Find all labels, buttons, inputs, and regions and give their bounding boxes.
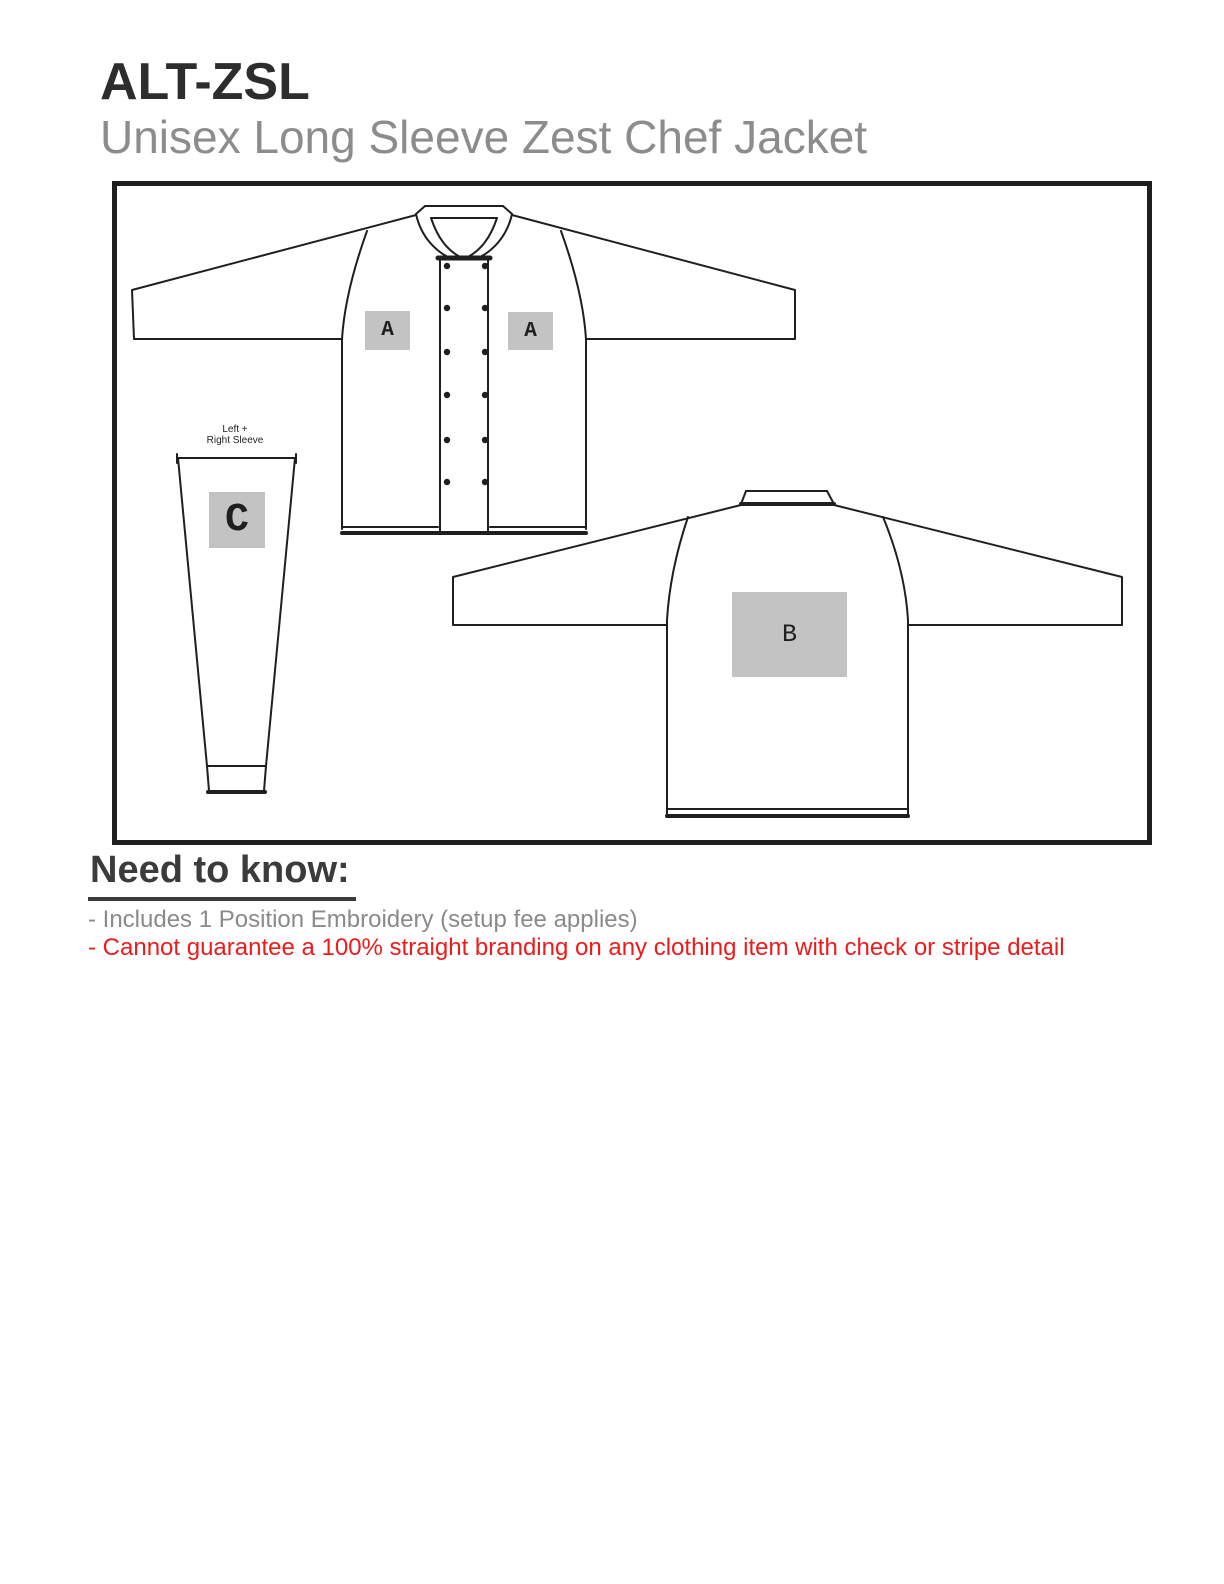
placement-letter: B (781, 620, 797, 649)
front-collar-right-corner (503, 206, 512, 214)
product-name: Unisex Long Sleeve Zest Chef Jacket (100, 111, 868, 163)
back-right-armhole-seam (883, 517, 908, 620)
sleeve-left-edge (178, 458, 207, 766)
front-right-sleeve (512, 215, 795, 339)
need-to-know-notes (88, 906, 1168, 962)
placement-sleeve (209, 492, 265, 548)
placement-front-right-chest (508, 312, 553, 350)
front-collar-right-band-outer (476, 214, 512, 259)
product-code: ALT-ZSL (100, 53, 310, 111)
front-collar-right-band-inner (466, 218, 497, 258)
front-buttons (444, 263, 488, 485)
placement-back-center (732, 592, 847, 677)
placement-letter: C (224, 497, 249, 543)
front-collar-left-band-outer (416, 214, 452, 259)
placement-letter: A (381, 319, 394, 342)
front-left-armhole-seam (342, 231, 367, 339)
front-collar-left-band-inner (431, 218, 462, 258)
back-right-sleeve (834, 505, 1122, 625)
garment-diagram-box (112, 181, 1152, 845)
placement-letter: A (524, 319, 537, 343)
note-embroidery: - Includes 1 Position Embroidery (setup fee applies) (88, 906, 638, 933)
sleeve-cuff-right (264, 766, 266, 791)
note-branding-warning: - Cannot guarantee a 100% straight branding on any clothing item with check or stripe detail (88, 934, 1065, 961)
front-right-armhole-seam (561, 231, 586, 339)
back-left-armhole-seam (667, 517, 688, 620)
need-to-know-heading: Need to know: (88, 849, 356, 901)
placement-front-left-chest (365, 311, 410, 350)
sleeve-caption-line1: Left + (222, 424, 248, 435)
sleeve-caption (175, 424, 295, 446)
back-left-sleeve (453, 505, 741, 625)
front-collar-left-corner (416, 206, 425, 214)
sleeve-caption-line2: Right Sleeve (206, 435, 264, 446)
sleeve-right-edge (266, 458, 295, 766)
sleeve-cuff-left (207, 766, 209, 791)
